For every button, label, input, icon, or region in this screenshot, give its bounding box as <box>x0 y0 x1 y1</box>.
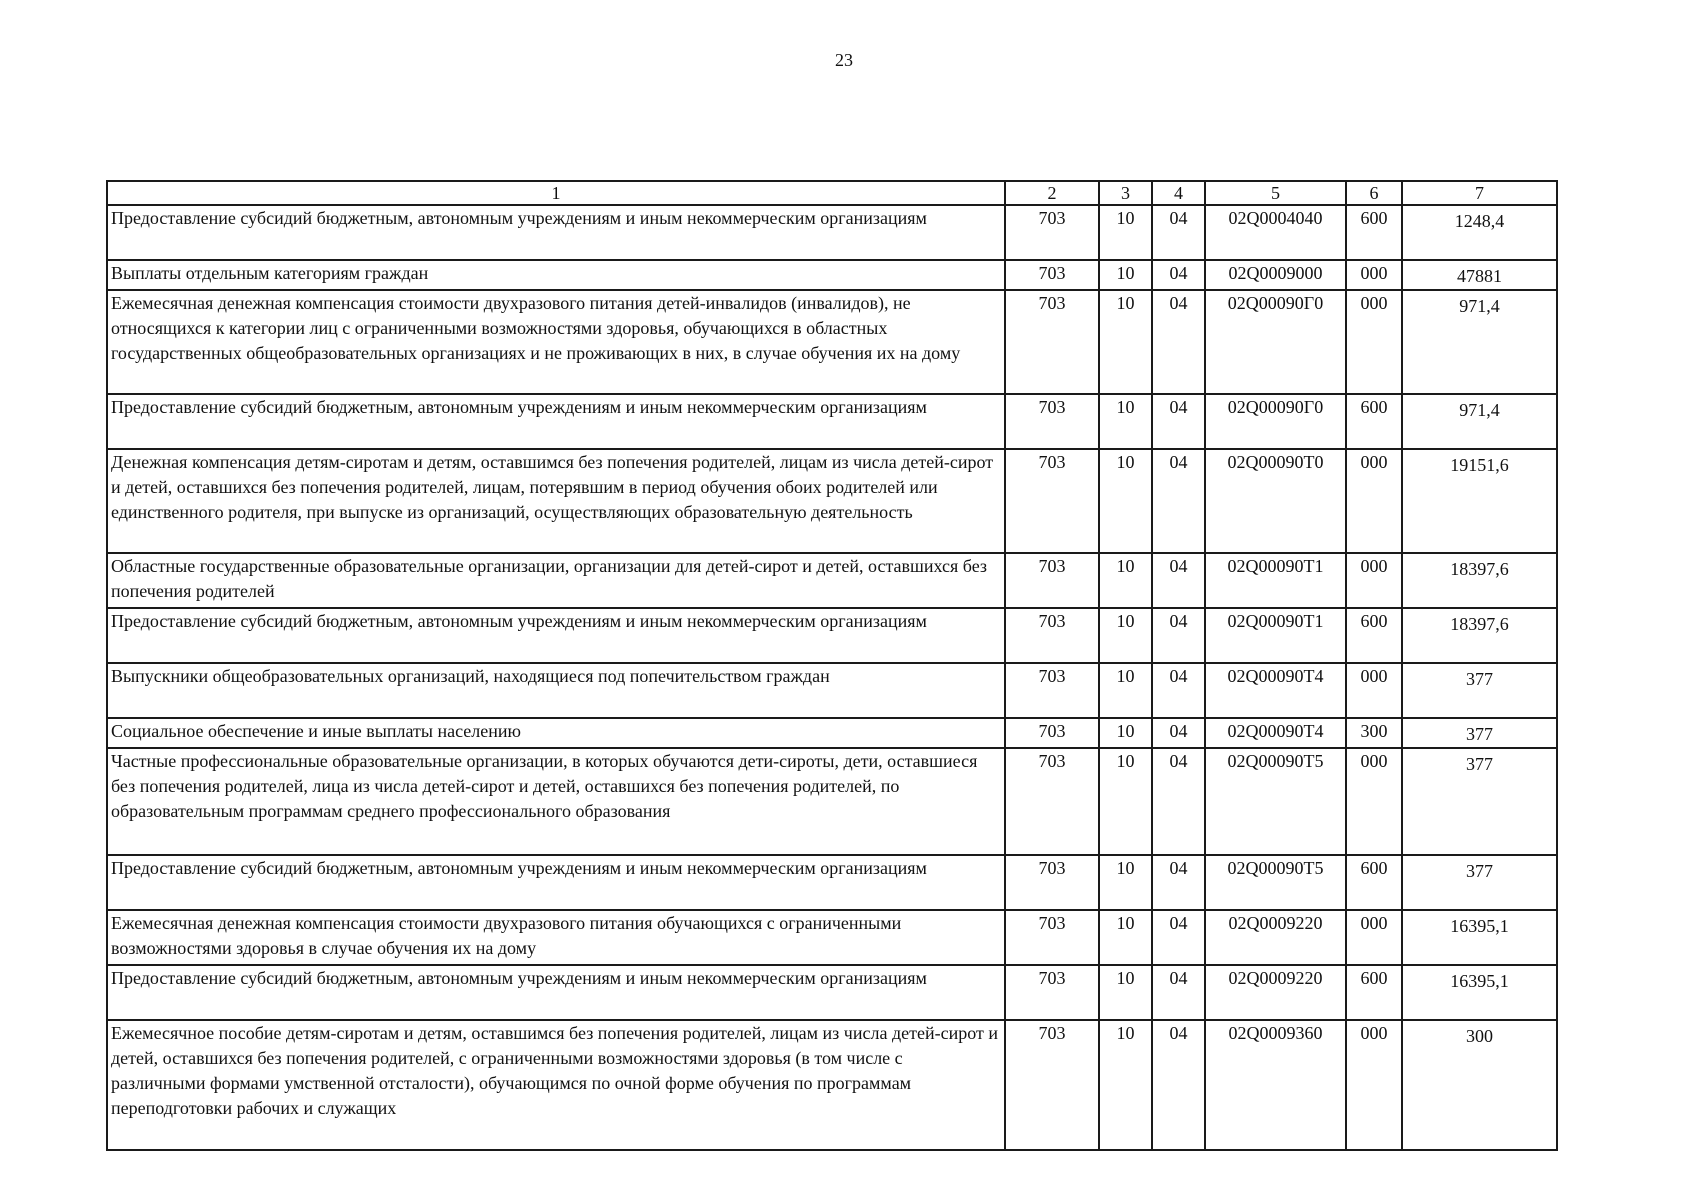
col-3-value: 10 <box>1099 608 1152 663</box>
table-row <box>107 910 1557 965</box>
col-4-value: 04 <box>1152 449 1205 553</box>
col-5-value: 02Q00090Т1 <box>1205 553 1346 608</box>
col-5-value: 02Q00090Г0 <box>1205 290 1346 394</box>
table-row <box>107 290 1557 394</box>
col-6-value: 600 <box>1346 965 1402 1020</box>
row-name: Выпускники общеобразовательных организаций, находящиеся под попечительством граждан <box>107 663 1005 718</box>
col-6-value: 600 <box>1346 608 1402 663</box>
col-3-value: 10 <box>1099 748 1152 855</box>
col-3-value: 10 <box>1099 394 1152 449</box>
row-name: Предоставление субсидий бюджетным, автономным учреждениям и иным некоммерческим организациям <box>107 205 1005 260</box>
col-5-value: 02Q00090Г0 <box>1205 394 1346 449</box>
col-7-value: 18397,6 <box>1402 608 1557 663</box>
col-7-value: 18397,6 <box>1402 553 1557 608</box>
col-2-value: 703 <box>1005 910 1099 965</box>
col-2-value: 703 <box>1005 394 1099 449</box>
col-6-value: 000 <box>1346 663 1402 718</box>
col-7-value: 971,4 <box>1402 290 1557 394</box>
table-row <box>107 663 1557 718</box>
col-6-value: 600 <box>1346 394 1402 449</box>
col-2-value: 703 <box>1005 260 1099 290</box>
header-col-4: 4 <box>1152 181 1205 205</box>
col-7-value: 377 <box>1402 748 1557 855</box>
col-3-value: 10 <box>1099 449 1152 553</box>
col-7-value: 47881 <box>1402 260 1557 290</box>
col-6-value: 000 <box>1346 748 1402 855</box>
row-name: Ежемесячная денежная компенсация стоимости двухразового питания обучающихся с ограниченными возможностями здоровья в случае обучения их на дому <box>107 910 1005 965</box>
col-4-value: 04 <box>1152 855 1205 910</box>
row-name: Социальное обеспечение и иные выплаты населению <box>107 718 1005 748</box>
col-3-value: 10 <box>1099 663 1152 718</box>
col-2-value: 703 <box>1005 290 1099 394</box>
col-5-value: 02Q00090Т4 <box>1205 663 1346 718</box>
col-6-value: 000 <box>1346 1020 1402 1150</box>
col-5-value: 02Q00090Т5 <box>1205 748 1346 855</box>
col-3-value: 10 <box>1099 553 1152 608</box>
col-2-value: 703 <box>1005 449 1099 553</box>
col-4-value: 04 <box>1152 205 1205 260</box>
col-7-value: 19151,6 <box>1402 449 1557 553</box>
col-7-value: 16395,1 <box>1402 965 1557 1020</box>
col-7-value: 16395,1 <box>1402 910 1557 965</box>
col-7-value: 377 <box>1402 855 1557 910</box>
header-col-3: 3 <box>1099 181 1152 205</box>
col-4-value: 04 <box>1152 965 1205 1020</box>
col-7-value: 377 <box>1402 718 1557 748</box>
col-4-value: 04 <box>1152 1020 1205 1150</box>
col-5-value: 02Q0009220 <box>1205 965 1346 1020</box>
col-4-value: 04 <box>1152 748 1205 855</box>
col-4-value: 04 <box>1152 718 1205 748</box>
col-4-value: 04 <box>1152 260 1205 290</box>
page-number: 23 <box>835 50 853 70</box>
col-7-value: 300 <box>1402 1020 1557 1150</box>
row-name: Предоставление субсидий бюджетным, автономным учреждениям и иным некоммерческим организациям <box>107 965 1005 1020</box>
col-2-value: 703 <box>1005 553 1099 608</box>
col-4-value: 04 <box>1152 910 1205 965</box>
row-name: Ежемесячная денежная компенсация стоимости двухразового питания детей-инвалидов (инвалидов), не относящихся к категории лиц с ограниченными возможностями здоровья, обучающихся в областных государственных общеобразовательных организациях и не проживающих в них, в случае обучения их на дому <box>107 290 1005 394</box>
header-col-1: 1 <box>107 181 1005 205</box>
row-name: Областные государственные образовательные организации, организации для детей-сирот и детей, оставшихся без попечения родителей <box>107 553 1005 608</box>
table-row <box>107 260 1557 290</box>
table-row <box>107 449 1557 553</box>
col-6-value: 000 <box>1346 553 1402 608</box>
row-name: Предоставление субсидий бюджетным, автономным учреждениям и иным некоммерческим организациям <box>107 394 1005 449</box>
header-col-2: 2 <box>1005 181 1099 205</box>
table-row <box>107 855 1557 910</box>
col-2-value: 703 <box>1005 965 1099 1020</box>
col-5-value: 02Q0009220 <box>1205 910 1346 965</box>
col-4-value: 04 <box>1152 394 1205 449</box>
table-row <box>107 965 1557 1020</box>
budget-table-container <box>106 180 1556 1151</box>
col-6-value: 000 <box>1346 449 1402 553</box>
col-7-value: 971,4 <box>1402 394 1557 449</box>
col-2-value: 703 <box>1005 855 1099 910</box>
col-6-value: 300 <box>1346 718 1402 748</box>
col-2-value: 703 <box>1005 718 1099 748</box>
col-4-value: 04 <box>1152 663 1205 718</box>
col-4-value: 04 <box>1152 608 1205 663</box>
col-6-value: 600 <box>1346 205 1402 260</box>
col-4-value: 04 <box>1152 290 1205 394</box>
col-5-value: 02Q00090Т0 <box>1205 449 1346 553</box>
table-row <box>107 608 1557 663</box>
col-6-value: 600 <box>1346 855 1402 910</box>
col-3-value: 10 <box>1099 965 1152 1020</box>
col-6-value: 000 <box>1346 910 1402 965</box>
col-5-value: 02Q0009360 <box>1205 1020 1346 1150</box>
table-row <box>107 718 1557 748</box>
row-name: Выплаты отдельным категориям граждан <box>107 260 1005 290</box>
col-4-value: 04 <box>1152 553 1205 608</box>
col-3-value: 10 <box>1099 260 1152 290</box>
col-5-value: 02Q00090Т4 <box>1205 718 1346 748</box>
col-7-value: 377 <box>1402 663 1557 718</box>
col-5-value: 02Q0009000 <box>1205 260 1346 290</box>
col-2-value: 703 <box>1005 1020 1099 1150</box>
col-3-value: 10 <box>1099 1020 1152 1150</box>
col-2-value: 703 <box>1005 748 1099 855</box>
col-3-value: 10 <box>1099 718 1152 748</box>
col-3-value: 10 <box>1099 205 1152 260</box>
row-name: Частные профессиональные образовательные организации, в которых обучаются дети-сироты, дети, оставшиеся без попечения родителей, лица из числа детей-сирот и детей, оставшихся без попечения родителей, по образовательным программам среднего профессионального образования <box>107 748 1005 855</box>
header-col-7: 7 <box>1402 181 1557 205</box>
row-name: Денежная компенсация детям-сиротам и детям, оставшимся без попечения родителей, лицам из числа детей-сирот и детей, оставшихся без попечения родителей, лицам, потерявшим в период обучения обоих родителей или единственного родителя, при выпуске из организаций, осуществляющих образовательную деятельность <box>107 449 1005 553</box>
table-row <box>107 394 1557 449</box>
table-row <box>107 748 1557 855</box>
col-5-value: 02Q0004040 <box>1205 205 1346 260</box>
header-col-6: 6 <box>1346 181 1402 205</box>
budget-table <box>106 180 1558 1151</box>
col-2-value: 703 <box>1005 205 1099 260</box>
table-row <box>107 205 1557 260</box>
row-name: Ежемесячное пособие детям-сиротам и детям, оставшимся без попечения родителей, лицам из числа детей-сирот и детей, оставшихся без попечения родителей, с ограниченными возможностями здоровья (в том числе с различными формами умственной отсталости), обучающимся по очной форме обучения по программам переподготовки рабочих и служащих <box>107 1020 1005 1150</box>
col-3-value: 10 <box>1099 910 1152 965</box>
row-name: Предоставление субсидий бюджетным, автономным учреждениям и иным некоммерческим организациям <box>107 608 1005 663</box>
header-row <box>107 181 1557 205</box>
col-2-value: 703 <box>1005 663 1099 718</box>
col-5-value: 02Q00090Т1 <box>1205 608 1346 663</box>
table-row <box>107 553 1557 608</box>
col-3-value: 10 <box>1099 855 1152 910</box>
row-name: Предоставление субсидий бюджетным, автономным учреждениям и иным некоммерческим организациям <box>107 855 1005 910</box>
col-7-value: 1248,4 <box>1402 205 1557 260</box>
col-5-value: 02Q00090Т5 <box>1205 855 1346 910</box>
col-2-value: 703 <box>1005 608 1099 663</box>
col-6-value: 000 <box>1346 260 1402 290</box>
col-3-value: 10 <box>1099 290 1152 394</box>
header-col-5: 5 <box>1205 181 1346 205</box>
table-row <box>107 1020 1557 1150</box>
col-6-value: 000 <box>1346 290 1402 394</box>
